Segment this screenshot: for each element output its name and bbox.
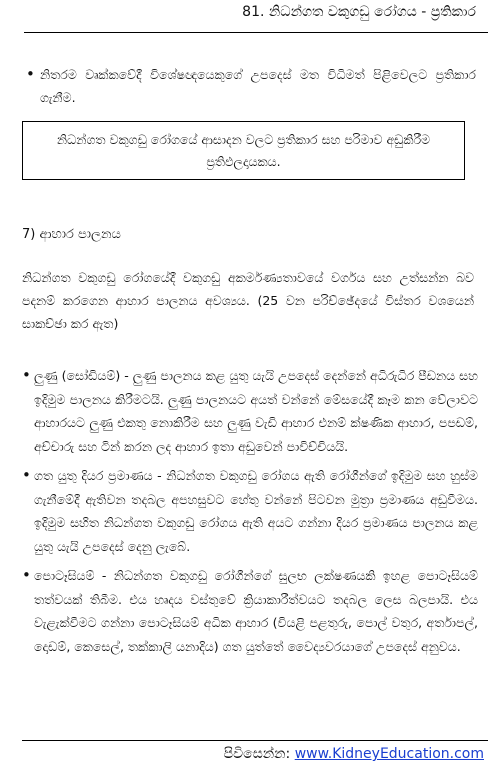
list-item-text: ලුණු (සෝඩියම්) - ලුණු පාලනය කළ යුතු යැයි උපදෙස් දෙන්නේ අධිරුධිර පීඩනය සහ ඉදිමුම පාලනය කිරීමටයි. ලුණු පාලනයට අයත් වන්නේ මේසයේදී කෑම කන වේලාවට ආහාරයට ලුණු එකතු නොකිරීම සහ ලුණු වැඩි ආහාර එනම් ක්ෂණික ආහාර, පපඩම්, අච්චාරු සහ ටින් කරන ලද ආහාර ඉතා අඩුවෙන් පාවිච්චියයි. xyxy=(34,368,478,454)
footer xyxy=(224,746,484,762)
list-item-text: පොටෑසියම් - නිධන්ගත වකුගඩු රෝගීන්ගේ සුලභ ලක්ෂණයකි ඉහළ පොටෑසියම් තත්වයක් තිබීම. එය හෘදය වස්තුවේ ක්‍රියාකාරීත්වයට තදබල ලෙස බලපායි. එය වැළැක්වීමට ගන්නා පොටෑසියම් අධික ආහාර (වියළි පළතුරු, පොල් වතුර, අර්තාපල්, දොඩම්, කෙසෙල්, තක්කාලි යනාදිය) ගත යුත්තේ වෛද්‍යවරයාගේ උපදෙස් අනුවය. xyxy=(34,568,478,654)
intro-bullet-text: නිතරම වෘක්කවේදී විශේෂඥයෙකුගේ උපදෙස් මත විධිමත් පිළිවෙලට ප්‍රතිකාර ගැනීම. xyxy=(40,67,476,105)
diet-list xyxy=(22,364,478,664)
list-item xyxy=(22,464,478,558)
list-item xyxy=(22,564,478,658)
bullet-icon: • xyxy=(22,466,31,484)
footer-label: පිවිසෙන්න: xyxy=(223,746,291,762)
section-title: 7) ආහාර පාලනය xyxy=(22,227,121,242)
list-item xyxy=(22,364,478,458)
list-item-text: ගත යුතු දියර ප්‍රමාණය - නිධන්ගත වකුගඩු රෝගය ඇති රෝගීන්ගේ ඉදිමුම සහ හුස්ම ගැනීමේදී ඇතිවන තදබල අපහසුවට හේතු වන්නේ පිටවන මුත්‍රා ප්‍රමාණය අඩුවීමය. ඉදිමුම සහිත නිධන්ගත වකුගඩු රෝගය ඇති අයට ගන්නා දියර ප්‍රමාණය පාලනය කළ යුතු යැයි උපදෙස් දෙනු ලැබේ. xyxy=(34,468,478,554)
website-link[interactable]: www.KidneyEducation.com xyxy=(294,746,484,762)
bullet-icon: • xyxy=(22,566,31,584)
header-divider xyxy=(24,32,488,33)
bullet-icon: • xyxy=(26,65,35,83)
section-paragraph: නිධන්ගත වකුගඩු රෝගයේදී වකුගඩු අකර්මණ්‍යතාවයේ වර්ගය සහ උත්සන්න බව පදනම් කරගෙන ආහාර පාලනය අවශ්‍යය. (25 වන පරිච්ඡේදයේ විස්තර වශයෙන් සාකච්ඡා කර ඇත) xyxy=(22,270,474,331)
footer-divider xyxy=(22,740,488,741)
highlight-box-text: නිධන්ගත වකුගඩු රෝගයේ ආසාදන වලට ප්‍රතිකාර සහ පරිමාව අඩුකිරීම ප්‍රතිඵලදායකය. xyxy=(56,131,431,169)
bullet-icon: • xyxy=(22,366,31,384)
page-header: 81. නිධන්ගත වකුගඩු රෝගය - ප්‍රතිකාර xyxy=(242,4,476,20)
highlight-box xyxy=(22,121,465,180)
